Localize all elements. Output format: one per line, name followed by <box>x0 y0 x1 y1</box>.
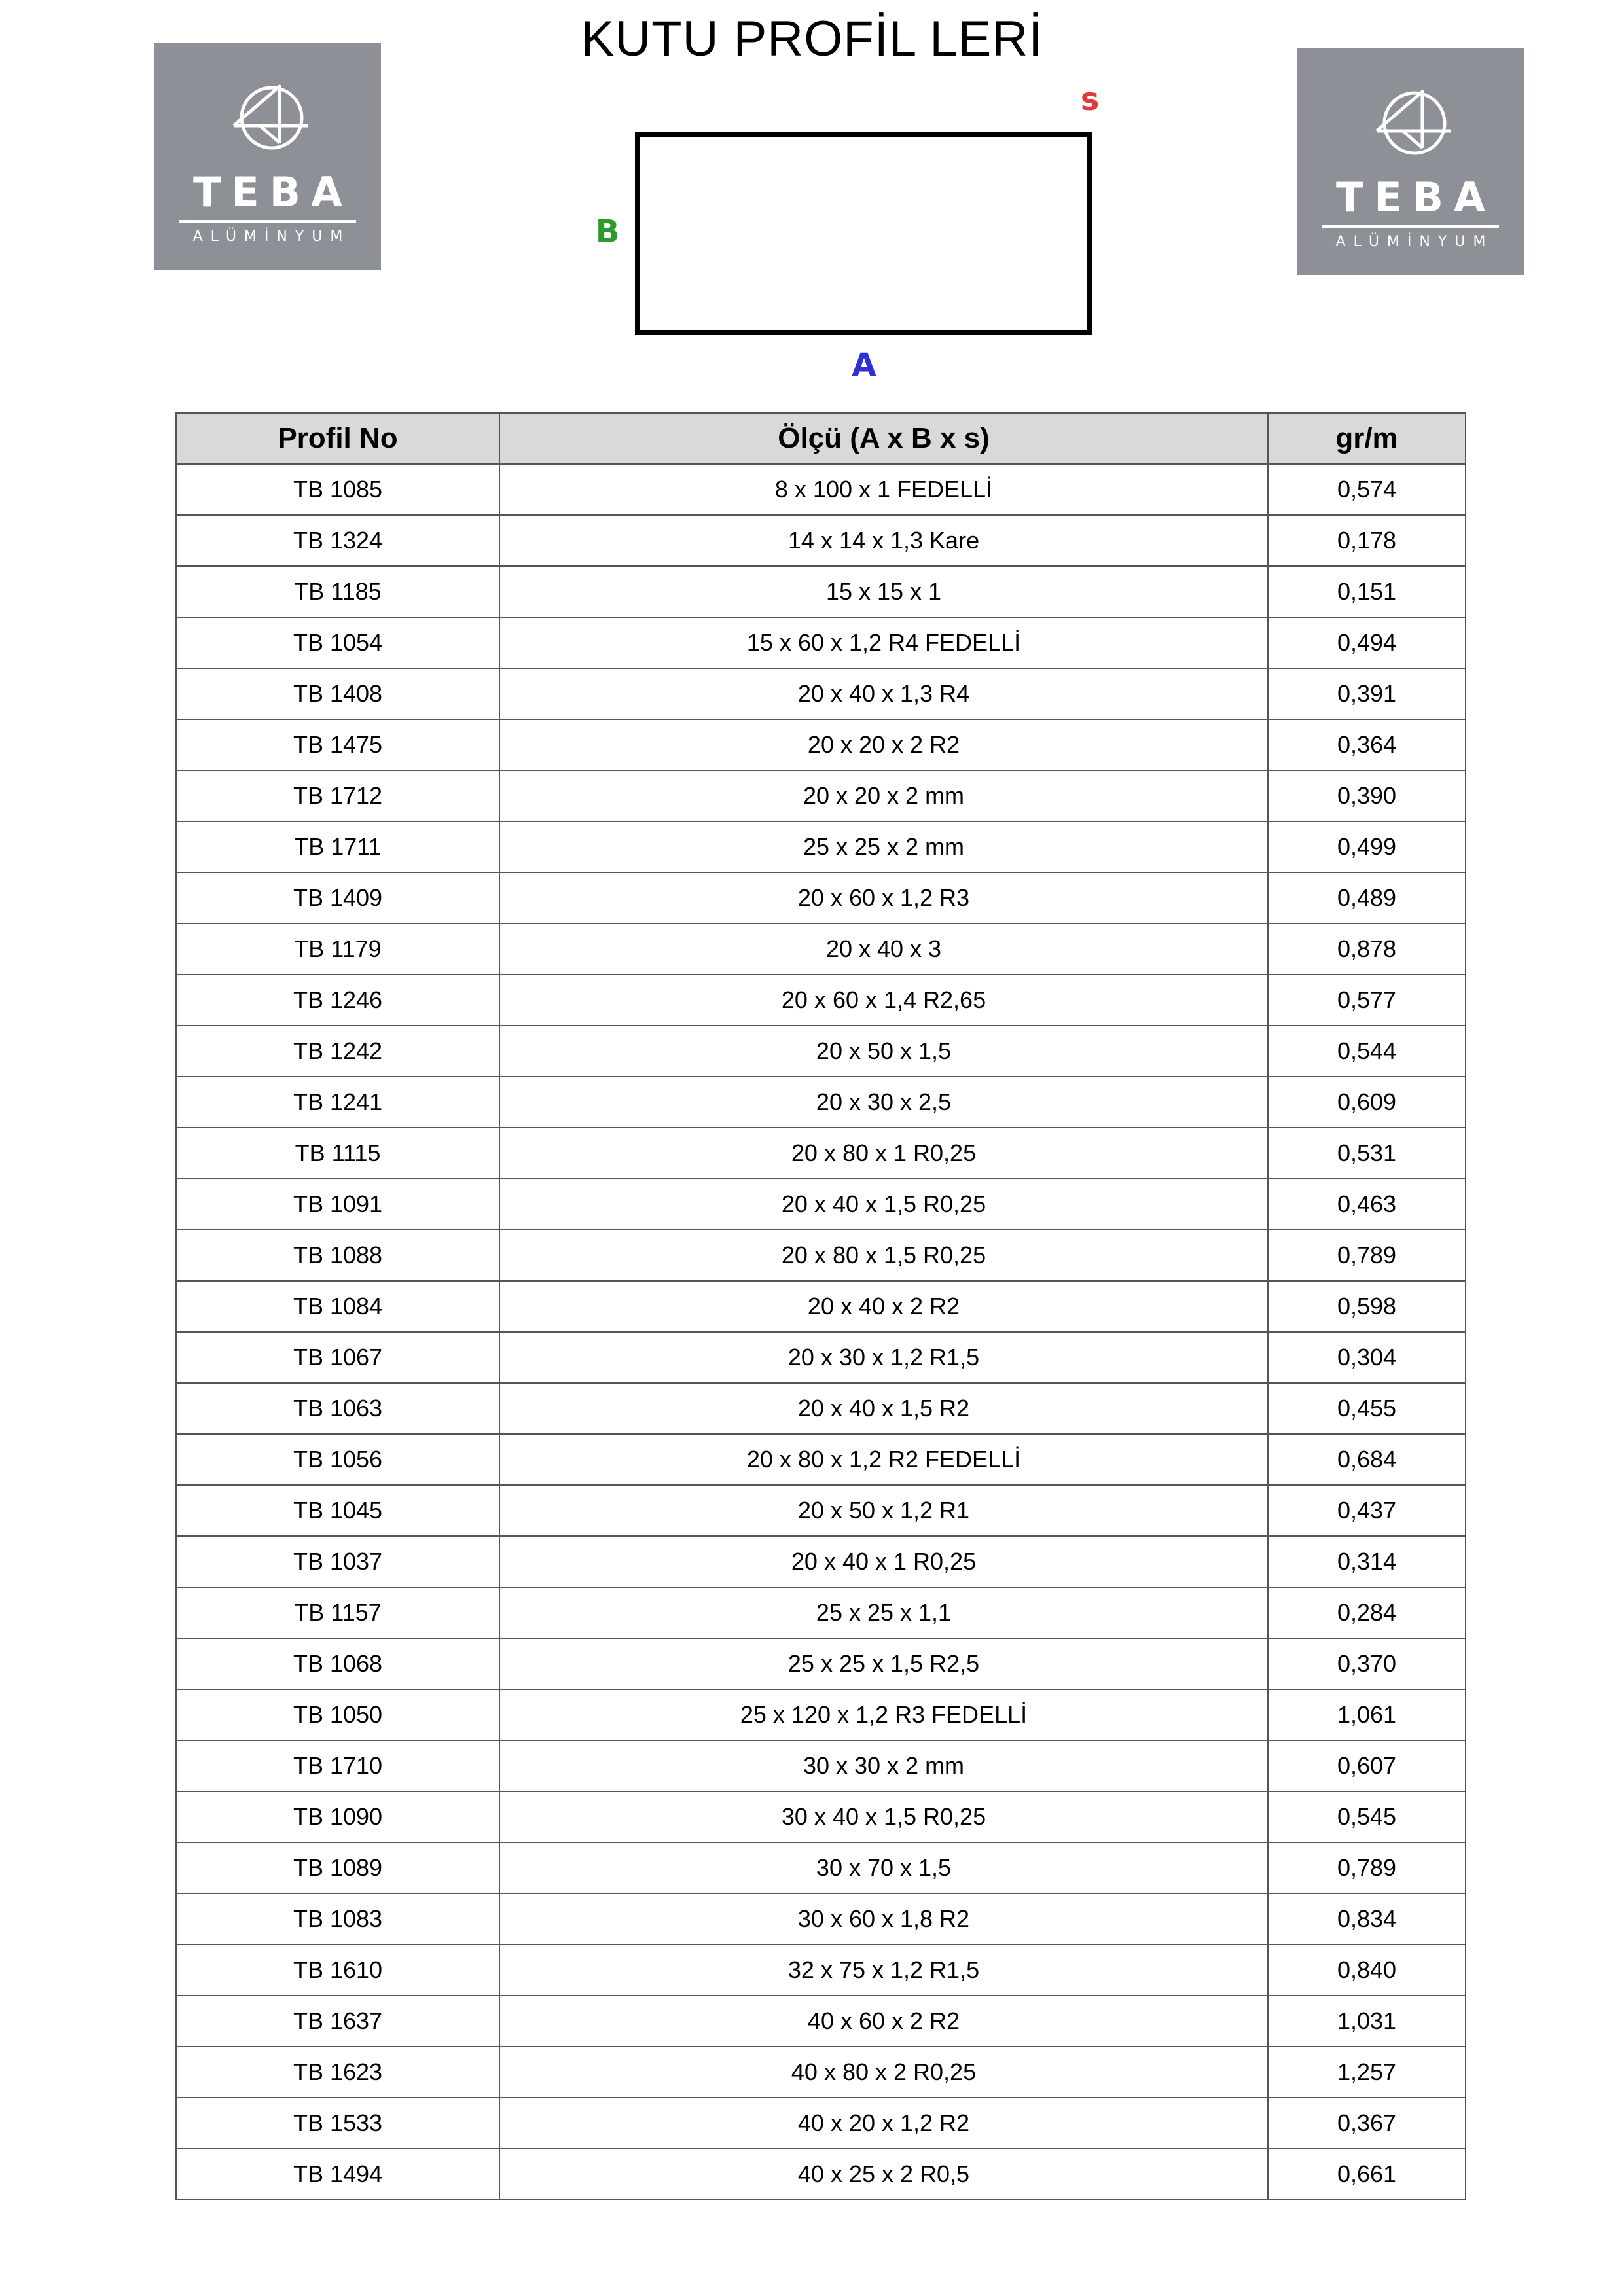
cell-profile-no: TB 1712 <box>176 770 499 821</box>
cell-profile-no: TB 1408 <box>176 668 499 719</box>
cell-weight: 0,370 <box>1268 1638 1466 1689</box>
cell-dimensions: 20 x 80 x 1,5 R0,25 <box>499 1230 1268 1281</box>
table-row <box>176 1281 1466 1332</box>
cell-weight: 0,489 <box>1268 872 1466 924</box>
cell-profile-no: TB 1246 <box>176 975 499 1026</box>
table-row <box>176 1791 1466 1842</box>
cell-profile-no: TB 1050 <box>176 1689 499 1740</box>
table-header-row <box>176 413 1466 464</box>
cell-dimensions: 20 x 40 x 1 R0,25 <box>499 1536 1268 1587</box>
teba-logo-right <box>1297 48 1524 275</box>
cell-profile-no: TB 1068 <box>176 1638 499 1689</box>
table-row <box>176 719 1466 770</box>
cell-weight: 0,607 <box>1268 1740 1466 1791</box>
logo-brand: TEBA <box>1336 173 1496 221</box>
cell-dimensions: 20 x 40 x 2 R2 <box>499 1281 1268 1332</box>
cell-dimensions: 40 x 20 x 1,2 R2 <box>499 2098 1268 2149</box>
cell-profile-no: TB 1533 <box>176 2098 499 2149</box>
table-row <box>176 770 1466 821</box>
cell-dimensions: 20 x 30 x 1,2 R1,5 <box>499 1332 1268 1383</box>
cell-profile-no: TB 1711 <box>176 821 499 872</box>
cell-profile-no: TB 1063 <box>176 1383 499 1434</box>
cell-weight: 0,609 <box>1268 1077 1466 1128</box>
teba-logo-left <box>154 43 381 270</box>
cell-dimensions: 30 x 40 x 1,5 R0,25 <box>499 1791 1268 1842</box>
logo-subtitle: ALÜMİNYUM <box>192 228 351 245</box>
cell-weight: 0,544 <box>1268 1026 1466 1077</box>
cell-profile-no: TB 1083 <box>176 1893 499 1945</box>
cell-dimensions: 32 x 75 x 1,2 R1,5 <box>499 1945 1268 1996</box>
cell-profile-no: TB 1494 <box>176 2149 499 2200</box>
cell-dimensions: 20 x 60 x 1,2 R3 <box>499 872 1268 924</box>
cell-profile-no: TB 1037 <box>176 1536 499 1587</box>
table-row <box>176 2098 1466 2149</box>
cell-profile-no: TB 1085 <box>176 464 499 515</box>
cell-dimensions: 15 x 15 x 1 <box>499 566 1268 617</box>
cell-dimensions: 20 x 80 x 1,2 R2 FEDELLİ <box>499 1434 1268 1485</box>
table-row <box>176 515 1466 566</box>
cell-weight: 0,840 <box>1268 1945 1466 1996</box>
cell-weight: 0,367 <box>1268 2098 1466 2149</box>
cell-weight: 0,494 <box>1268 617 1466 668</box>
cell-dimensions: 20 x 30 x 2,5 <box>499 1077 1268 1128</box>
cell-weight: 0,463 <box>1268 1179 1466 1230</box>
cell-profile-no: TB 1623 <box>176 2047 499 2098</box>
logo-divider <box>179 220 356 223</box>
cell-weight: 0,878 <box>1268 924 1466 975</box>
table-row <box>176 1332 1466 1383</box>
cell-weight: 0,789 <box>1268 1230 1466 1281</box>
cell-dimensions: 20 x 60 x 1,4 R2,65 <box>499 975 1268 1026</box>
profile-diagram <box>576 79 1126 393</box>
cell-profile-no: TB 1088 <box>176 1230 499 1281</box>
logo-subtitle: ALÜMİNYUM <box>1335 234 1494 250</box>
cell-dimensions: 20 x 40 x 1,5 R0,25 <box>499 1179 1268 1230</box>
cell-dimensions: 25 x 120 x 1,2 R3 FEDELLİ <box>499 1689 1268 1740</box>
table-row <box>176 975 1466 1026</box>
table-row <box>176 2047 1466 2098</box>
table-row <box>176 1230 1466 1281</box>
table-row <box>176 1638 1466 1689</box>
cell-profile-no: TB 1089 <box>176 1842 499 1893</box>
header-profile-no: Profil No <box>176 413 499 464</box>
cell-weight: 0,531 <box>1268 1128 1466 1179</box>
header-weight: gr/m <box>1268 413 1466 464</box>
label-a: A <box>852 347 876 384</box>
table-row <box>176 2149 1466 2200</box>
cell-weight: 0,789 <box>1268 1842 1466 1893</box>
cell-profile-no: TB 1637 <box>176 1996 499 2047</box>
cell-dimensions: 14 x 14 x 1,3 Kare <box>499 515 1268 566</box>
profile-rectangle <box>638 135 1089 332</box>
table-row <box>176 1536 1466 1587</box>
cell-profile-no: TB 1185 <box>176 566 499 617</box>
cell-profile-no: TB 1475 <box>176 719 499 770</box>
cell-dimensions: 20 x 40 x 1,3 R4 <box>499 668 1268 719</box>
cell-weight: 0,834 <box>1268 1893 1466 1945</box>
cell-dimensions: 20 x 40 x 1,5 R2 <box>499 1383 1268 1434</box>
cell-dimensions: 40 x 60 x 2 R2 <box>499 1996 1268 2047</box>
table-row <box>176 1179 1466 1230</box>
cell-weight: 0,577 <box>1268 975 1466 1026</box>
cell-weight: 0,684 <box>1268 1434 1466 1485</box>
cell-dimensions: 20 x 50 x 1,5 <box>499 1026 1268 1077</box>
cell-dimensions: 15 x 60 x 1,2 R4 FEDELLİ <box>499 617 1268 668</box>
cell-profile-no: TB 1157 <box>176 1587 499 1638</box>
teba-mark-icon <box>222 77 314 156</box>
label-b: B <box>595 213 620 250</box>
cell-dimensions: 30 x 60 x 1,8 R2 <box>499 1893 1268 1945</box>
cell-dimensions: 20 x 20 x 2 R2 <box>499 719 1268 770</box>
cell-profile-no: TB 1115 <box>176 1128 499 1179</box>
label-s: s <box>1080 81 1100 118</box>
table-row <box>176 1689 1466 1740</box>
cell-weight: 0,437 <box>1268 1485 1466 1536</box>
cell-dimensions: 8 x 100 x 1 FEDELLİ <box>499 464 1268 515</box>
table-row <box>176 1077 1466 1128</box>
table-row <box>176 617 1466 668</box>
cell-weight: 0,178 <box>1268 515 1466 566</box>
cell-profile-no: TB 1054 <box>176 617 499 668</box>
cell-weight: 1,257 <box>1268 2047 1466 2098</box>
cell-profile-no: TB 1056 <box>176 1434 499 1485</box>
cell-weight: 0,314 <box>1268 1536 1466 1587</box>
teba-mark-icon <box>1365 82 1456 161</box>
cell-dimensions: 25 x 25 x 1,5 R2,5 <box>499 1638 1268 1689</box>
cell-dimensions: 20 x 40 x 3 <box>499 924 1268 975</box>
cell-weight: 0,151 <box>1268 566 1466 617</box>
table-row <box>176 1026 1466 1077</box>
cell-weight: 0,598 <box>1268 1281 1466 1332</box>
cell-dimensions: 30 x 30 x 2 mm <box>499 1740 1268 1791</box>
header-dimensions: Ölçü (A x B x s) <box>499 413 1268 464</box>
cell-dimensions: 20 x 80 x 1 R0,25 <box>499 1128 1268 1179</box>
cell-dimensions: 40 x 80 x 2 R0,25 <box>499 2047 1268 2098</box>
cell-weight: 0,545 <box>1268 1791 1466 1842</box>
cell-profile-no: TB 1045 <box>176 1485 499 1536</box>
cell-weight: 0,391 <box>1268 668 1466 719</box>
table-row <box>176 1128 1466 1179</box>
cell-profile-no: TB 1710 <box>176 1740 499 1791</box>
table-row <box>176 872 1466 924</box>
cell-profile-no: TB 1242 <box>176 1026 499 1077</box>
cell-weight: 0,390 <box>1268 770 1466 821</box>
table-row <box>176 1587 1466 1638</box>
logo-divider <box>1322 225 1499 228</box>
cell-dimensions: 20 x 20 x 2 mm <box>499 770 1268 821</box>
table-row <box>176 1842 1466 1893</box>
table-row <box>176 1383 1466 1434</box>
table-row <box>176 1996 1466 2047</box>
cell-weight: 0,574 <box>1268 464 1466 515</box>
cell-dimensions: 25 x 25 x 1,1 <box>499 1587 1268 1638</box>
cell-profile-no: TB 1091 <box>176 1179 499 1230</box>
table-row <box>176 1485 1466 1536</box>
cell-profile-no: TB 1067 <box>176 1332 499 1383</box>
profiles-table <box>175 412 1466 2200</box>
cell-profile-no: TB 1610 <box>176 1945 499 1996</box>
cell-dimensions: 25 x 25 x 2 mm <box>499 821 1268 872</box>
cell-dimensions: 30 x 70 x 1,5 <box>499 1842 1268 1893</box>
cell-weight: 0,661 <box>1268 2149 1466 2200</box>
cell-dimensions: 20 x 50 x 1,2 R1 <box>499 1485 1268 1536</box>
cell-weight: 0,364 <box>1268 719 1466 770</box>
cell-dimensions: 40 x 25 x 2 R0,5 <box>499 2149 1268 2200</box>
table-row <box>176 821 1466 872</box>
table-row <box>176 464 1466 515</box>
cell-profile-no: TB 1409 <box>176 872 499 924</box>
cell-weight: 1,061 <box>1268 1689 1466 1740</box>
cell-profile-no: TB 1084 <box>176 1281 499 1332</box>
cell-weight: 1,031 <box>1268 1996 1466 2047</box>
cell-weight: 0,284 <box>1268 1587 1466 1638</box>
table-row <box>176 1945 1466 1996</box>
table-row <box>176 668 1466 719</box>
cell-profile-no: TB 1179 <box>176 924 499 975</box>
cell-weight: 0,499 <box>1268 821 1466 872</box>
table-row <box>176 924 1466 975</box>
table-row <box>176 566 1466 617</box>
page-title: KUTU PROFİL LERİ <box>581 11 1043 67</box>
table-row <box>176 1434 1466 1485</box>
table-row <box>176 1740 1466 1791</box>
cell-profile-no: TB 1241 <box>176 1077 499 1128</box>
cell-profile-no: TB 1090 <box>176 1791 499 1842</box>
cell-profile-no: TB 1324 <box>176 515 499 566</box>
cell-weight: 0,455 <box>1268 1383 1466 1434</box>
table-row <box>176 1893 1466 1945</box>
cell-weight: 0,304 <box>1268 1332 1466 1383</box>
logo-brand: TEBA <box>193 168 353 216</box>
